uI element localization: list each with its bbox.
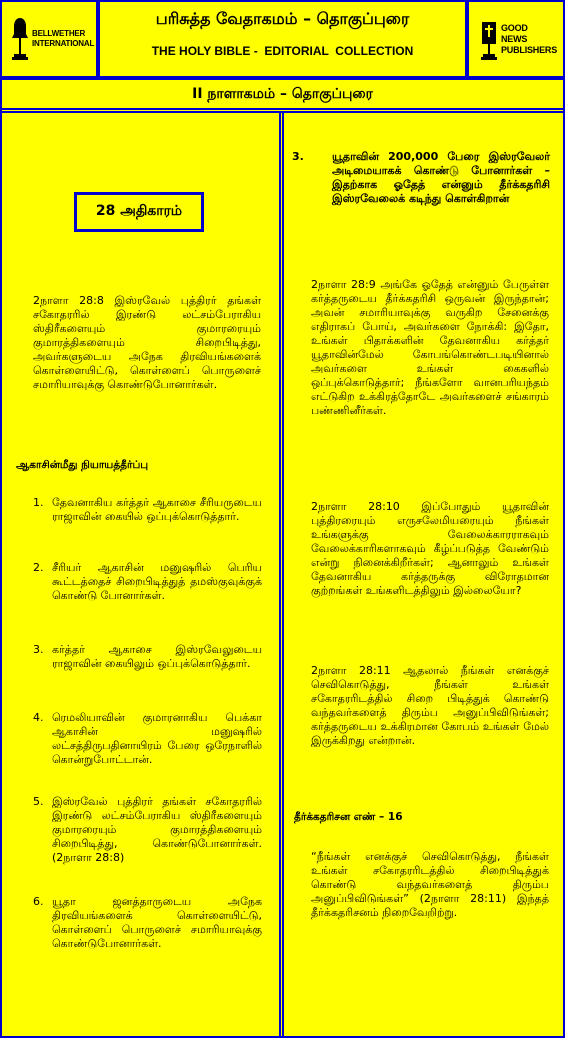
page-title-english: THE HOLY BIBLE - EDITORIAL COLLECTION (151, 44, 414, 58)
divider (0, 78, 565, 80)
item-text: கர்த்தர் ஆகாசை இஸ்ரவேலுடைய ராஜாவின் கையிலும் ஒப்புக்கொடுத்தார். (52, 643, 262, 670)
book-subtitle: II நாளாகமம் – தொகுப்புரை (192, 86, 373, 102)
verse-paragraph: 2நாளா 28:9 அங்கே ஓதேத் என்னும் பேருள்ள கர்த்தருடைய தீர்க்கதரிசி ஒருவன் இருந்தான்; அவன் சமாரியாவுக்கு வருகிற சேனைக்கு எதிராகப் போய், அவர்களை நோக்கி: இதோ, உங்கள் பிதாக்களின் தேவனாகிய கர்த்தர் யூதாவின்மேல் கோபங்கொண்டபடியினால் அவர்களை உங்கள் கைகளில் ஒப்புக்கொடுத்தார்; நீங்களோ வானபரியந்தம் எட்டுகிற உக்கிரத்தோடே அவர்களைச் சங்காரம் பண்ணினீர்கள். (311, 278, 549, 417)
item-number: 6. (33, 895, 44, 908)
left-logo-text: BELLWETHER INTERNATIONAL (32, 29, 95, 48)
heading-text: யூதாவின் 200,000 பேரை இஸ்ரவேலர் அடிமையாகக் கொண்டு போனார்கள் – இதற்காக ஓதேத் என்னும் தீர்க்கதரிசி இஸ்ரவேலைக் கடிந்து கொள்கிறான் (332, 150, 550, 205)
column-divider (279, 111, 281, 1036)
bellwether-icon (10, 16, 30, 62)
heading-number: 3. (292, 150, 304, 163)
section-title: ஆகாசின்மீது நியாயத்தீர்ப்பு (16, 459, 149, 471)
prophecy-quote: “நீங்கள் எனக்குச் செவிகொடுத்து, நீங்கள் உங்கள் சகோதரரிடத்தில் சிறைபிடித்துக் கொண்டு வந்தவர்களைத் திரும்ப அனுப்பிவிடுங்கள்” (2நாளா 28:11) இந்தத் தீர்க்கதரிசனம் நிறைவேறிற்று. (311, 850, 549, 919)
book-icon (479, 16, 499, 62)
item-text: யூதா ஜனத்தாருடைய அநேக திரவியங்களைக் கொள்ளையிட்டு, கொள்ளைப் பொருளைச் சமாரியாவுக்கு கொண்டுபோனார்கள். (52, 895, 262, 950)
chapter-label: 28 அதிகாரம் (74, 192, 204, 232)
item-number: 1. (33, 496, 44, 509)
right-logo (467, 0, 565, 78)
item-number: 5. (33, 795, 44, 808)
intro-paragraph: 2நாளா 28:8 இஸ்ரவேல் புத்திரர் தங்கள் சகோதரரில் இரண்டு லட்சம்பேராகிய ஸ்திரீகளையும் குமாரரையும் குமாரத்திகளையும் சிறைபிடித்து, அவர்களுடைய அநேக திரவியங்களைக் கொள்ளையிட்டு, கொள்ளைப் பொருளைச் சமாரியாவுக்கு கொண்டுபோனார்கள். (33, 294, 261, 391)
item-number: 3. (33, 643, 44, 656)
item-text: சீரியர் ஆகாசின் மனுஷரில் பெரிய கூட்டத்தைச் சிறைபிடித்துத் தமஸ்குவுக்குக் கொண்டு போனார்கள். (52, 561, 262, 602)
column-divider (282, 111, 284, 1036)
right-logo-text: GOOD NEWS PUBLISHERS (501, 22, 558, 55)
page-title-tamil: பரிசுத்த வேதாகமம் – தொகுப்புரை (155, 9, 410, 28)
item-text: தேவனாகிய கர்த்தர் ஆகாசை சீரியருடைய ராஜாவின் கையில் ஒப்புக்கொடுத்தார். (52, 496, 262, 523)
divider (0, 108, 565, 110)
verse-paragraph: 2நாளா 28:11 ஆதலால் நீங்கள் எனக்குச் செவிகொடுத்து, நீங்கள் உங்கள் சகோதரரிடத்தில் சிறை பிடித்துக் கொண்டு வந்தவர்களைத் திரும்ப அனுப்பிவிடுங்கள்; கர்த்தருடைய உக்கிரமான கோபம் உங்கள் மேல் இருக்கிறது என்றான். (311, 664, 549, 747)
item-number: 4. (33, 711, 44, 724)
left-logo (0, 0, 98, 78)
item-text: இஸ்ரவேல் புத்திரர் தங்கள் சகோதரரில் இரண்டு லட்சம்பேராகிய ஸ்திரீகளையும் குமாரரையும் குமாரத்திகளையும் சிறைபிடித்து, கொண்டுபோனார்கள். (2நாளா 28:8) (52, 795, 262, 864)
item-text: ரெமலியாவின் குமாரனாகிய பெக்கா ஆகாசின் மனுஷரில் லட்சத்திருபதினாயிரம் பேரை ஒரேநாளில் கொன்றுபோட்டான். (52, 711, 262, 766)
verse-paragraph: 2நாளா 28:10 இப்போதும் யூதாவின் புத்திரரையும் எருசலேமியரையும் நீங்கள் உங்களுக்கு வேலைக்காரராகவும் வேலைக்காரிகளாகவும் கீழ்ப்படுத்த வேண்டும் என்று நினைக்கிறீர்கள்; ஆனாலும் உங்கள் தேவனாகிய கர்த்தருக்கு விரோதமான குற்றங்கள் உங்களிடத்திலும் இல்லையோ? (311, 500, 549, 597)
prophecy-title: தீர்க்கதரிசன எண் – 16 (294, 811, 403, 823)
item-number: 2. (33, 561, 44, 574)
